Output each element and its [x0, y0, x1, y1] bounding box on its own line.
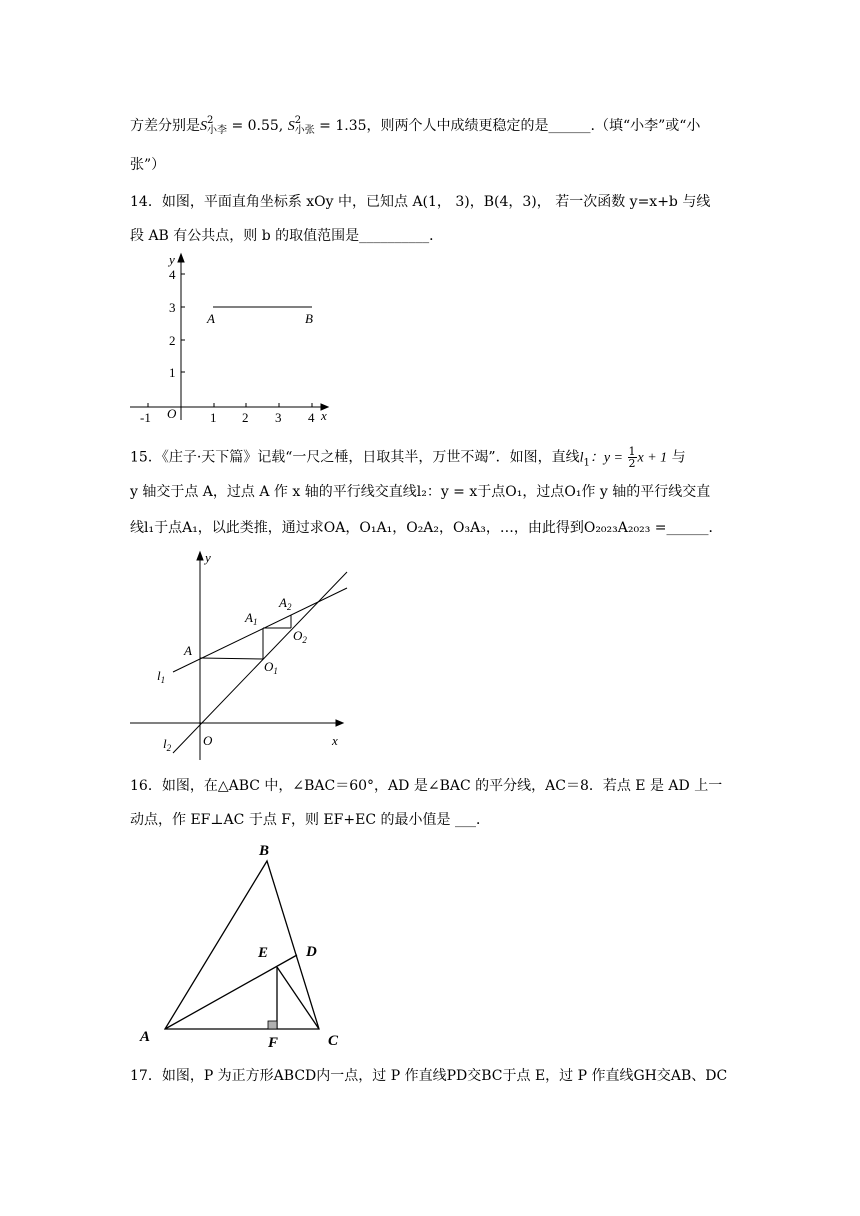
point-a1-label: [244, 610, 257, 627]
a1-subscript: 1: [252, 617, 258, 627]
s-symbol-2: S: [287, 119, 295, 134]
fraction-numerator: 1: [628, 445, 636, 458]
q17-line1: 17．如图，P 为正方形ABCD内一点，过 P 作直线PD交BC于点 E，过 P 作直线GH交AB、DC: [130, 1068, 728, 1084]
o2-letter: O: [293, 628, 303, 643]
x-arrow: [336, 720, 343, 726]
q16-answer-blank: ___: [454, 812, 476, 828]
q15-line3-text: 线l₁于点A₁，以此类推，通过求OA，O₁A₁，O₂A₂，O₃A₃，…，由此得到O₂₀₂₃A₂₀₂₃ =: [130, 520, 667, 536]
y-arrow: [197, 552, 203, 560]
q13-answer-blank: ______: [548, 118, 591, 134]
x-axis-label: x: [332, 733, 338, 748]
q15-line1: [130, 446, 686, 473]
l2-fig-subscript: 2: [166, 743, 172, 753]
q14-answer-blank: __________: [359, 228, 430, 244]
s-symbol: S: [200, 119, 207, 134]
point-a-label: A: [207, 311, 215, 326]
origin-label: O: [167, 406, 177, 421]
l1-symbol: l: [579, 450, 584, 466]
q16-line2-end: ．: [475, 812, 490, 828]
o1-letter: O: [264, 659, 274, 674]
point-b-label: B: [305, 311, 313, 326]
x-tick-label-m1: -1: [140, 410, 151, 425]
q15-line1-end: 与: [667, 449, 686, 466]
line-l2-label: [163, 736, 172, 753]
q15-answer-blank: ______: [666, 520, 709, 536]
line-l1-label: [157, 668, 165, 685]
a2-subscript: 2: [286, 602, 292, 612]
q15-figure: [125, 548, 365, 768]
x-tick-label-3: 3: [275, 410, 282, 425]
subscript-li: 小李: [207, 125, 227, 136]
y-tick-label-1: 1: [169, 365, 176, 380]
a2-letter: A: [279, 595, 287, 610]
fraction-half: [628, 446, 637, 469]
point-d-label: D: [306, 944, 317, 960]
o1-subscript: 1: [273, 666, 278, 676]
vertex-b-label: B: [259, 843, 270, 859]
variance-zhang: = 1.35: [314, 118, 367, 134]
x-tick-label-4: 4: [308, 410, 315, 425]
superscript-2: 2: [207, 115, 214, 126]
l1-letter: l: [157, 668, 161, 683]
segment-a-o1: [200, 658, 263, 659]
x-tick-label-2: 2: [242, 410, 249, 425]
q15-line2: y 轴交于点 A，过点 A 作 x 轴的平行线交直线l₂：y = x于点O₁，过点O₁作 y 轴的平行线交直: [130, 484, 711, 500]
q14-figure: [125, 250, 345, 430]
o2-subscript: 2: [302, 635, 307, 645]
l2-letter: l: [163, 736, 167, 751]
q13-text-end: .（填“小李”或“小: [590, 118, 701, 134]
x-tick-label-1: 1: [210, 410, 217, 425]
q14-line1: 14．如图，平面直角坐标系 xOy 中，已知点 A(1， 3)，B(4，3)， 若一次函数 y=x+b 与线: [130, 194, 711, 210]
l1-fig-subscript: 1: [160, 675, 166, 685]
l1-subscript: 1: [583, 457, 590, 469]
point-f-label: F: [268, 1035, 279, 1051]
q13-text-pre: 方差分别是: [130, 118, 200, 134]
point-e-label: E: [258, 945, 269, 961]
q13-text-post: ，则两个人中成绩更稳定的是: [366, 118, 549, 134]
q16-line2-text: 动点，作 EF⊥AC 于点 F，则 EF+EC 的最小值是: [130, 812, 455, 828]
q16-line2: [130, 810, 490, 830]
q15-line3: [130, 518, 723, 538]
y-tick-label-3: 3: [169, 300, 176, 315]
q15-line1-text: 15．《庄子·天下篇》记载“一尺之棰，日取其半，万世不竭”．如图，直线: [130, 449, 580, 466]
y-axis-label: y: [169, 252, 175, 267]
point-o1-label: [264, 659, 278, 676]
y-axis-label: y: [205, 550, 211, 565]
q14-line2: [130, 226, 443, 246]
a1-letter: A: [245, 610, 253, 625]
q14-line2-text: 段 AB 有公共点，则 b 的取值范围是: [130, 228, 360, 244]
variance-li: = 0.55,: [227, 118, 288, 134]
subscript-zhang: 小张: [294, 125, 315, 136]
eq1-lhs: ：y =: [589, 450, 627, 466]
x-axis-label: x: [321, 408, 327, 423]
triangle-abc: [165, 861, 319, 1029]
vertex-a-label: A: [140, 1029, 151, 1045]
fraction-denominator: 2: [628, 457, 636, 470]
vertex-c-label: C: [328, 1033, 339, 1049]
right-angle-marker: [268, 1021, 277, 1029]
eq1-rhs: x + 1: [637, 450, 668, 466]
segment-ec: [277, 967, 319, 1029]
q14-line2-end: ．: [429, 228, 444, 244]
y-tick-label-2: 2: [169, 333, 176, 348]
q13-line1: [130, 116, 700, 137]
point-a-label: A: [184, 643, 192, 658]
q16-figure: [130, 835, 360, 1055]
q15-line3-end: ．: [708, 520, 723, 536]
y-tick-label-4: 4: [169, 267, 176, 282]
q13-line2: 张”）: [130, 157, 166, 173]
origin-label: O: [203, 733, 213, 748]
y-arrow: [178, 254, 184, 262]
q16-line1: 16．如图，在△ABC 中，∠BAC＝60°，AD 是∠BAC 的平分线，AC＝8．若点 E 是 AD 上一: [130, 778, 723, 794]
superscript-2b: 2: [294, 115, 302, 126]
line-l2: [173, 572, 347, 753]
point-a2-label: [278, 595, 292, 612]
point-o2-label: [293, 628, 307, 645]
